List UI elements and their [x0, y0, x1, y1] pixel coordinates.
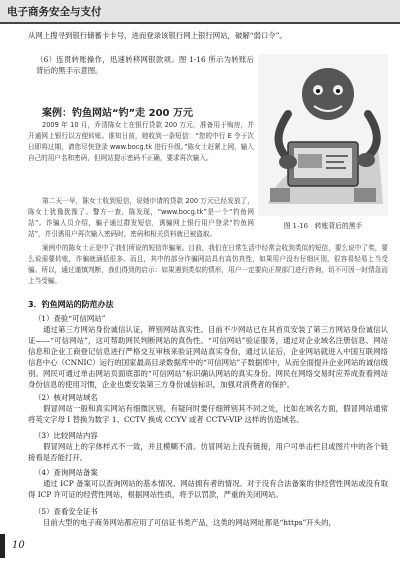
- section-heading: 3．钓鱼网站的防范办法: [28, 300, 114, 309]
- subsection-1-text: 通过第三方网站身份诚信认证，辨别网站真实性。目前不少网站已在其首页安装了第三方网站身份诚信认证——“可信网站”，这可帮助网民判断网站的真伪性。“可信网站”验证服务，通过对企业域名注册信息、网站信息和企业工商登记信息进行严格交互审核来验证网站真实身份，通过认证后，企业网站就进入中国互联网络信息中心（CNNIC）运行的国家最高目录数据库中的“可信网站”子数据库中，从而全面提升企业网站的诚信级别。网民可通过单击网站页面底部的“可信网站”标识确认网站的真实身份。网民在网络交易时应养成查看网站身份信息的使用习惯，企业也要安装第三方身份诚信标识，加强对消费者的保护。: [28, 325, 388, 389]
- running-header: [0, 0, 400, 22]
- case-paragraph-1: 2009 年 10 月，乔清陈女士在银行贷款 200 万元，准备用于购房，并开通网上银行以方便转账。谁知日前，她收到一条短信：“您的中行 E 令于次日即将过期，请您尽快登录 www.bocg.tk 进行升级。”陈女士赶紧上网，输入自己的用户名和密码，但网站提示密码不正确，要求再次输入。: [28, 121, 254, 162]
- subsection-4-text: 通过 ICP 备案可以查询网站的基本情况、网站拥有者的情况。对于没有合法备案的非经营性网站或没有取得 ICP 许可证的经营性网站，根据网站性质，将予以罚款，严重的关闭网站。: [28, 479, 388, 499]
- case-title: [42, 104, 193, 119]
- footer-bar: [0, 534, 5, 558]
- figure-illustration: [258, 54, 388, 216]
- subsection-3-text: 假冒网站上的字体样式不一致，并且模糊不清。仿冒网站上没有链接，用户可单击栏目或图片中的各个链接看是否能打开。: [28, 442, 388, 462]
- subsection-4-title: （4）查询网站备案: [34, 468, 98, 477]
- subsection-2-text: 假冒网站一般和真实网站有细微区别，有疑问时要仔细辨别其不同之处，比如在域名方面，假冒网站通常将英文字母 I 替换为数字 1、CCTV 换成 CCYV 或者 CCTV-VIP 这样的仿造域名。: [28, 404, 388, 424]
- header-title: 电子商务安全与支付: [7, 6, 102, 18]
- subsection-5-title: （5）查看安全证书: [34, 507, 98, 516]
- figure-caption: 图 1-16 转账背后的黑手: [283, 222, 363, 230]
- subsection-1-title: （1）查验“可信网站”: [34, 314, 106, 323]
- subsection-2-title: （2）核对网站域名: [34, 393, 98, 402]
- page-number: 10: [12, 540, 25, 551]
- header-rule: [0, 22, 400, 24]
- subsection-5-text: 目前大型的电子商务网站都应用了可信证书类产品，这类的网站网址都是“https”开头的，: [43, 518, 336, 527]
- intro-paragraph-2: （6）连贯转账操作，迅速转移网银款项。图 1-16 所示为转账后背后的黑手示意图。: [36, 55, 254, 75]
- intro-paragraph-1: 从网上搜寻到银行储蓄卡卡号，进而登录该银行网上银行网站，破解“弱口令”。: [28, 31, 287, 40]
- case-paragraph-3: 案例中的陈女士正是中了我们所说的短信诈骗案。目前，我们在日常生活中经常会收到类似的短信，要么说中了奖，要么说需要转账，诈骗就涵括很多。而且，其中的部分诈骗网站具有高仿真性，如果用户没有仔细区别，很容易轻易上当受骗。所以，通过谨慎判断，我们得到的启示：如果遇到类似的情形，用户一定要向正规部门进行咨询，切不可因一时情急而上当受骗。: [28, 244, 388, 285]
- case-title-text: 案例：钓鱼网站“钓”走 200 万元: [42, 108, 193, 119]
- subsection-3-title: （3）比较网站内容: [34, 431, 98, 440]
- case-paragraph-2: 第二天一早，陈女士收到短信，说她申请的贷款 200 万元已经发放了，陈女士犹豫犹豫了。警方一查，陈发现，“www.bocg.tk”是一个“钓鱼网站”。诈骗人员介绍，骗子通过群发短信，诱骗网上银行用户登录“钓鱼网站”，并引诱用户再次输入密码时，密码和相关资料就已被盗取。: [28, 197, 254, 238]
